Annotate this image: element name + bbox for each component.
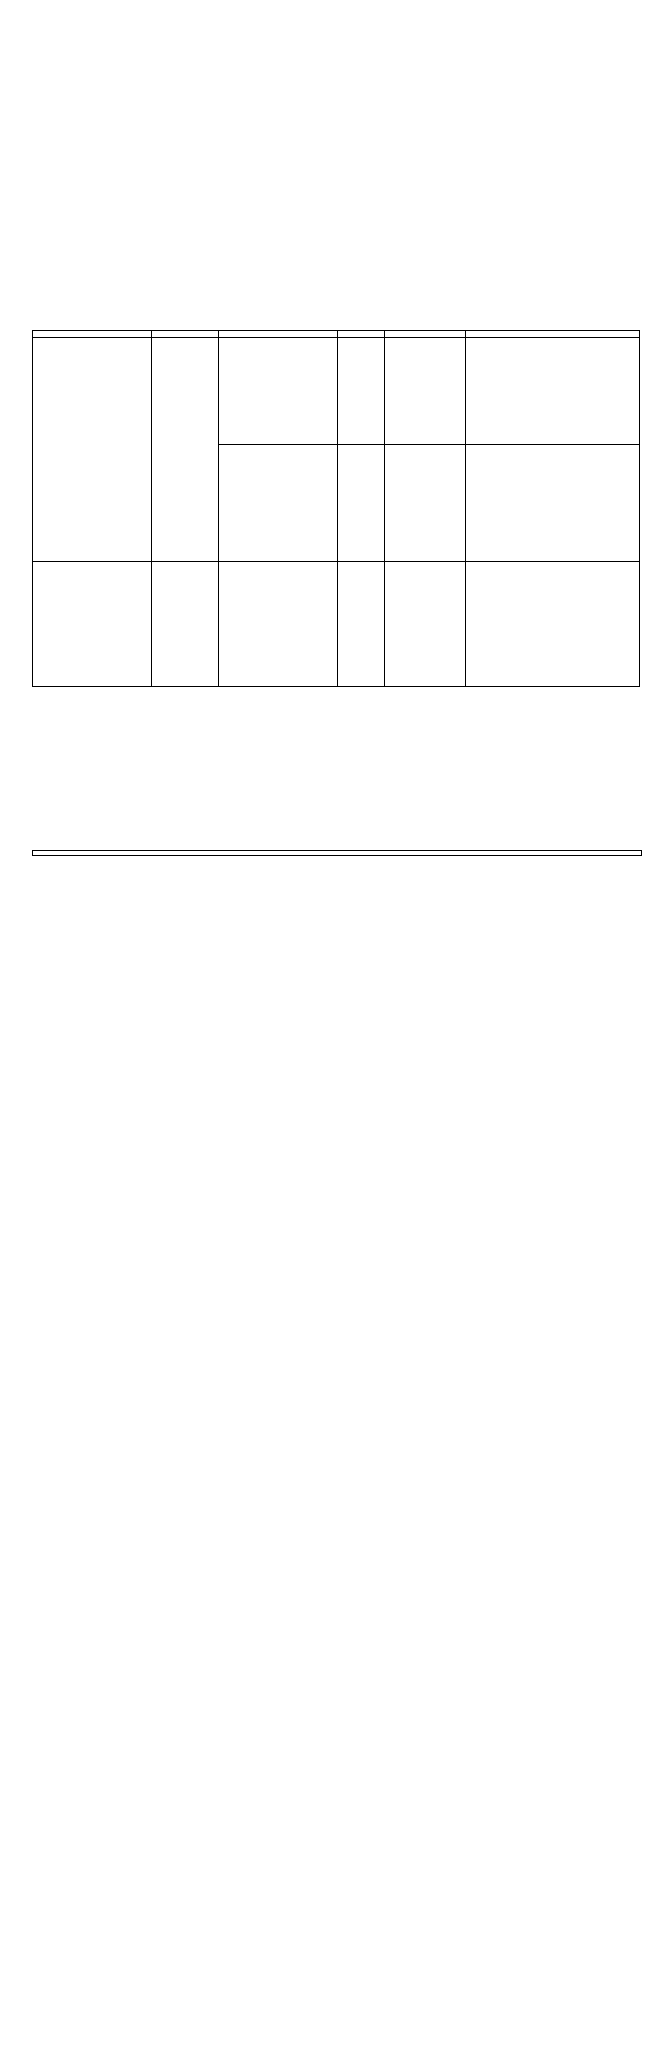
cell-serial [152, 338, 219, 562]
cell-project [33, 338, 152, 562]
col-count [338, 331, 385, 338]
cell-qualification [466, 338, 640, 445]
cell-age [385, 445, 466, 562]
terms-title [33, 850, 641, 855]
cell-count [338, 338, 385, 445]
cell-project [33, 562, 152, 687]
col-post [219, 331, 338, 338]
cell-post [219, 562, 338, 687]
cell-count [338, 562, 385, 687]
table-row [33, 338, 640, 445]
col-serial [152, 331, 219, 338]
cell-qualification [466, 445, 640, 562]
table-row [33, 562, 640, 687]
col-age [385, 331, 466, 338]
col-qualification [466, 331, 640, 338]
cell-age [385, 338, 466, 445]
terms-section [32, 850, 642, 856]
cell-count [338, 445, 385, 562]
jobs-table [32, 330, 640, 687]
cell-post [219, 445, 338, 562]
col-project [33, 331, 152, 338]
cell-serial [152, 562, 219, 687]
table-header-row [33, 331, 640, 338]
cell-qualification [466, 562, 640, 687]
cell-age [385, 562, 466, 687]
cell-post [219, 338, 338, 445]
